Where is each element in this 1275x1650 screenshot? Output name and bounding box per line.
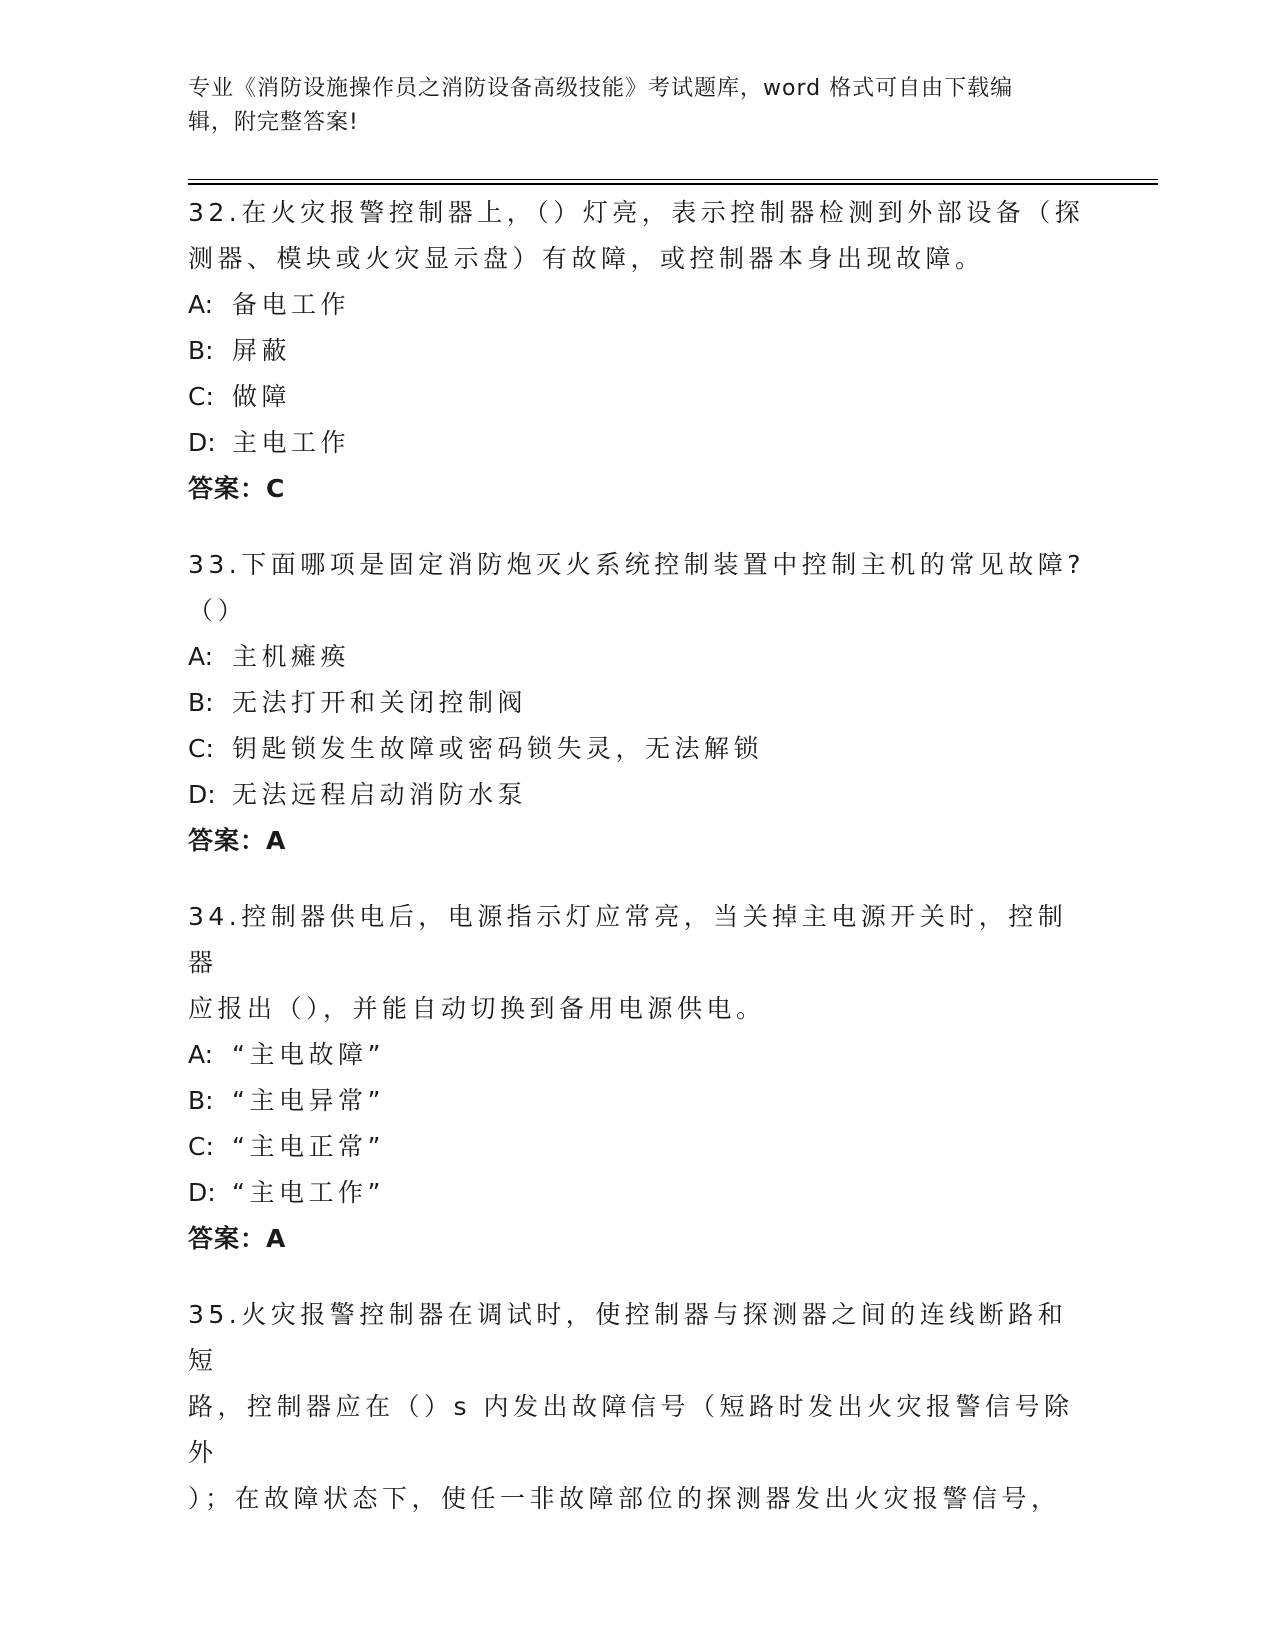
option-a <box>188 634 1088 680</box>
option-text: 做障 <box>232 382 292 411</box>
question-text-line: 应报出（），并能自动切换到备用电源供电。 <box>188 994 766 1023</box>
question-text-line: 35.火灾报警控制器在调试时，使控制器与探测器之间的连线断路和短 <box>188 1300 1068 1375</box>
option-c <box>188 374 1088 420</box>
option-key: D: <box>188 428 216 457</box>
option-b <box>188 1078 1088 1124</box>
question-text-line: （） <box>188 596 248 625</box>
option-text: 备电工作 <box>232 290 351 319</box>
question-text-line: 路，控制器应在（）s 内发出故障信号（短路时发出火灾报警信号除外 <box>188 1392 1074 1467</box>
option-d <box>188 1170 1088 1216</box>
answer-line: 答案：A <box>188 826 287 855</box>
question-list <box>188 190 1088 1522</box>
question-35 <box>188 1292 1088 1522</box>
option-d <box>188 420 1088 466</box>
option-text: “主电正常” <box>232 1132 385 1161</box>
option-text: 主电工作 <box>232 428 351 457</box>
answer-line: 答案：C <box>188 474 286 503</box>
header-divider-thick <box>188 183 1158 185</box>
option-text: 无法打开和关闭控制阀 <box>232 688 528 717</box>
option-a <box>188 1032 1088 1078</box>
option-key: A: <box>188 290 214 319</box>
option-text: 钥匙锁发生故障或密码锁失灵，无法解锁 <box>232 734 764 763</box>
question-text-line: ）；在故障状态下，使任一非故障部位的探测器发出火灾报警信号， <box>188 1484 1061 1513</box>
option-text: “主电工作” <box>232 1178 385 1207</box>
option-a <box>188 282 1088 328</box>
question-text-line: 32.在火灾报警控制器上，（）灯亮，表示控制器检测到外部设备（探 <box>188 198 1085 227</box>
option-text: “主电故障” <box>232 1040 385 1069</box>
question-text-line: 测器、模块或火灾显示盘）有故障，或控制器本身出现故障。 <box>188 244 985 273</box>
option-key: A: <box>188 1040 214 1069</box>
option-d <box>188 772 1088 818</box>
option-key: C: <box>188 734 214 763</box>
option-key: D: <box>188 780 216 809</box>
option-c <box>188 1124 1088 1170</box>
question-text-line: 34.控制器供电后，电源指示灯应常亮，当关掉主电源开关时，控制器 <box>188 902 1068 977</box>
option-key: B: <box>188 688 214 717</box>
question-text-line: 33.下面哪项是固定消防炮灭火系统控制装置中控制主机的常见故障? <box>188 550 1086 579</box>
question-32 <box>188 190 1088 512</box>
header-divider-thin <box>188 179 1158 180</box>
option-key: B: <box>188 336 214 365</box>
option-key: C: <box>188 1132 214 1161</box>
answer-line: 答案：A <box>188 1224 287 1253</box>
header-line-2: 辑，附完整答案! <box>188 110 359 135</box>
option-b <box>188 328 1088 374</box>
option-text: 无法远程启动消防水泵 <box>232 780 528 809</box>
option-c <box>188 726 1088 772</box>
option-key: C: <box>188 382 214 411</box>
document-header <box>188 72 1088 140</box>
option-text: “主电异常” <box>232 1086 385 1115</box>
option-text: 屏蔽 <box>232 336 292 365</box>
question-34 <box>188 894 1088 1262</box>
option-text: 主机瘫痪 <box>232 642 351 671</box>
option-key: A: <box>188 642 214 671</box>
option-b <box>188 680 1088 726</box>
option-key: B: <box>188 1086 214 1115</box>
header-line-1: 专业《消防设施操作员之消防设备高级技能》考试题库，word 格式可自由下载编 <box>188 76 1014 101</box>
option-key: D: <box>188 1178 216 1207</box>
question-33 <box>188 542 1088 864</box>
